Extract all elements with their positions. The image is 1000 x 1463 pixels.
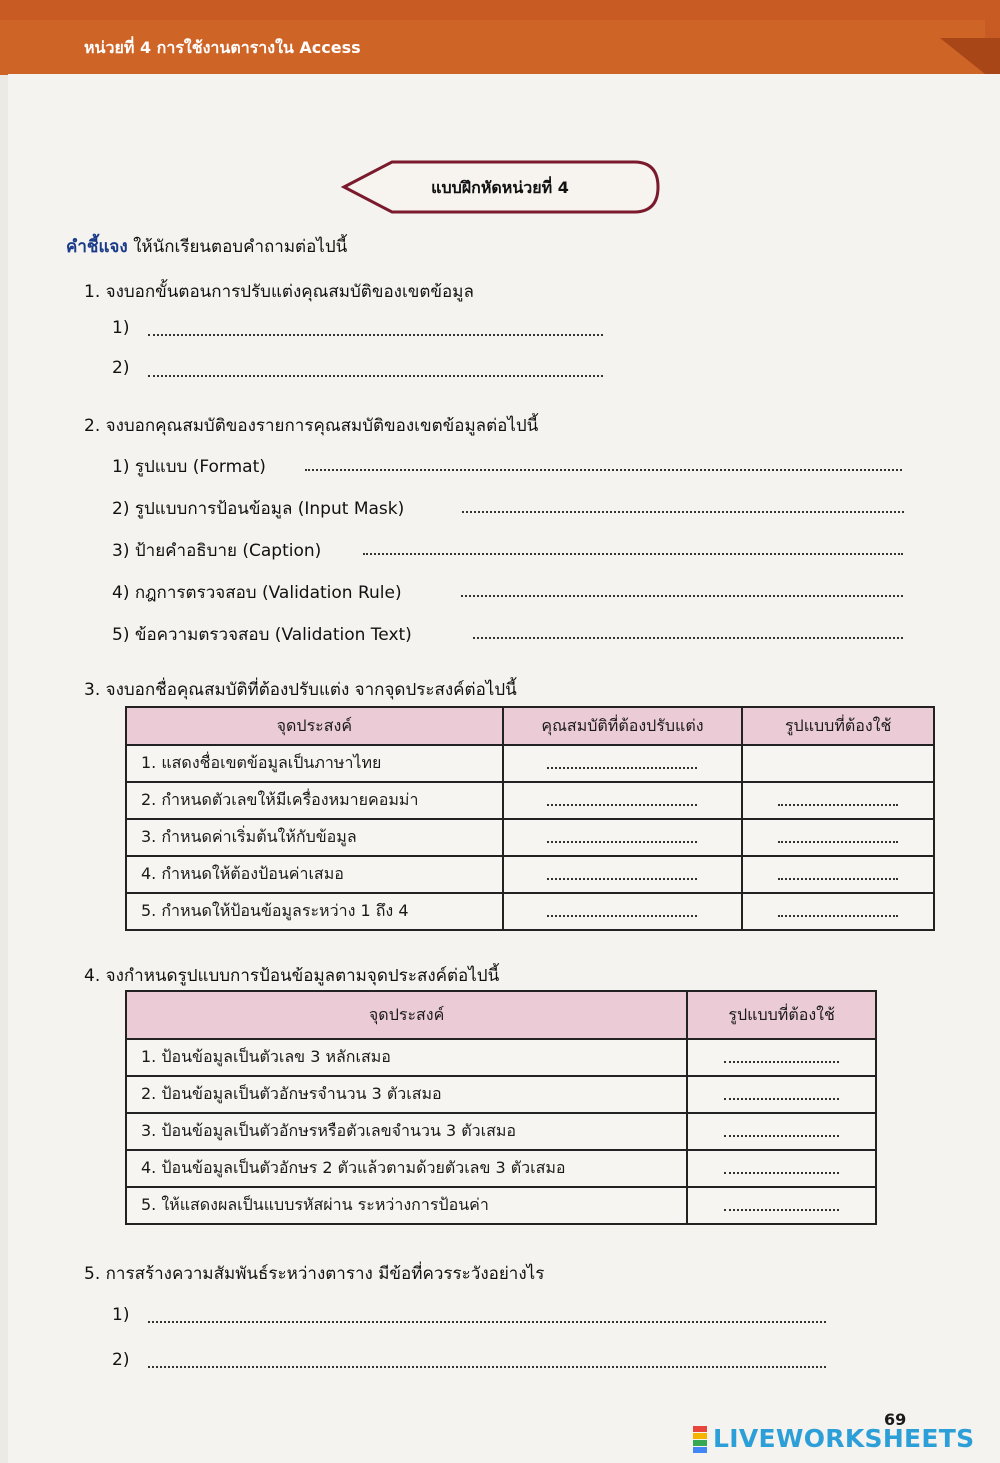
q3-property-answer[interactable] [503, 893, 743, 930]
q2-answer-line-3[interactable] [363, 553, 903, 555]
q4-row-purpose: 2. ป้อนข้อมูลเป็นตัวอักษรจำนวน 3 ตัวเสมอ [126, 1076, 687, 1113]
q3-property-answer[interactable] [503, 856, 743, 893]
q2-item-5: 5) ข้อความตรวจสอบ (Validation Text) [112, 625, 412, 645]
question-2: 2. จงบอกคุณสมบัติของรายการคุณสมบัติของเขตข้อมูลต่อไปนี้ [84, 416, 539, 436]
q4-table [125, 990, 877, 1225]
q3-header-format: รูปแบบที่ต้องใช้ [742, 707, 934, 745]
q4-row-purpose: 1. ป้อนข้อมูลเป็นตัวเลข 3 หลักเสมอ [126, 1039, 687, 1076]
q4-row-purpose: 4. ป้อนข้อมูลเป็นตัวอักษร 2 ตัวแล้วตามด้วยตัวเลข 3 ตัวเสมอ [126, 1150, 687, 1187]
q3-header-property: คุณสมบัติที่ต้องปรับแต่ง [503, 707, 743, 745]
question-4: 4. จงกำหนดรูปแบบการป้อนข้อมูลตามจุดประสงค์ต่อไปนี้ [84, 966, 500, 986]
q1-item-2: 2) [112, 358, 130, 378]
q3-property-answer[interactable] [503, 819, 743, 856]
table-row [126, 1113, 876, 1150]
q4-format-answer[interactable] [687, 1150, 876, 1187]
table-row [126, 1150, 876, 1187]
q3-format-answer[interactable] [742, 856, 934, 893]
q5-answer-line-2[interactable] [148, 1366, 826, 1368]
q2-answer-line-1[interactable] [305, 469, 902, 471]
page-number: 69 [884, 1410, 907, 1429]
q3-format-answer[interactable] [742, 819, 934, 856]
q4-row-purpose: 3. ป้อนข้อมูลเป็นตัวอักษรหรือตัวเลขจำนวน 3 ตัวเสมอ [126, 1113, 687, 1150]
q3-row-purpose: 5. กำหนดให้ป้อนข้อมูลระหว่าง 1 ถึง 4 [126, 893, 503, 930]
q3-table-header [126, 707, 934, 745]
q3-property-answer[interactable] [503, 782, 743, 819]
banner-title: แบบฝึกหัดหน่วยที่ 4 [431, 178, 569, 197]
q4-header-format: รูปแบบที่ต้องใช้ [687, 991, 876, 1039]
q3-property-answer[interactable] [503, 745, 743, 782]
table-row [126, 782, 934, 819]
q3-table [125, 706, 935, 931]
q3-format-answer[interactable] [742, 782, 934, 819]
q2-item-3: 3) ป้ายคำอธิบาย (Caption) [112, 541, 322, 561]
directive [66, 233, 347, 260]
q2-item-1: 1) รูปแบบ (Format) [112, 457, 266, 477]
unit-title: หน่วยที่ 4 การใช้งานตารางใน Access [84, 38, 361, 57]
question-3: 3. จงบอกชื่อคุณสมบัติที่ต้องปรับแต่ง จากจุดประสงค์ต่อไปนี้ [84, 680, 517, 700]
q2-answer-line-4[interactable] [461, 595, 903, 597]
table-row [126, 1039, 876, 1076]
q4-row-purpose: 5. ให้แสดงผลเป็นแบบรหัสผ่าน ระหว่างการป้อนค่า [126, 1187, 687, 1224]
q4-header-purpose: จุดประสงค์ [126, 991, 687, 1039]
liveworksheets-wordmark: LIVEWORKSHEETS [713, 1424, 975, 1453]
q4-format-answer[interactable] [687, 1113, 876, 1150]
q2-item-4: 4) กฎการตรวจสอบ (Validation Rule) [112, 583, 402, 603]
q2-item-2: 2) รูปแบบการป้อนข้อมูล (Input Mask) [112, 499, 405, 519]
q2-answer-line-5[interactable] [473, 637, 903, 639]
table-row [126, 1076, 876, 1113]
directive-text: ให้นักเรียนตอบคำถามต่อไปนี้ [133, 237, 348, 257]
table-row [126, 893, 934, 930]
q4-table-header [126, 991, 876, 1039]
q1-item-1: 1) [112, 318, 130, 338]
q5-item-1: 1) [112, 1305, 130, 1325]
q3-format-answer[interactable] [742, 893, 934, 930]
q3-row-purpose: 2. กำหนดตัวเลขให้มีเครื่องหมายคอมม่า [126, 782, 503, 819]
question-5: 5. การสร้างความสัมพันธ์ระหว่างตาราง มีข้อที่ควรระวังอย่างไร [84, 1264, 545, 1284]
q2-answer-line-2[interactable] [462, 511, 904, 513]
table-row [126, 856, 934, 893]
liveworksheets-icon [693, 1426, 707, 1452]
q1-answer-line-1[interactable] [148, 334, 603, 336]
q3-row-purpose: 1. แสดงชื่อเขตข้อมูลเป็นภาษาไทย [126, 745, 503, 782]
q4-format-answer[interactable] [687, 1187, 876, 1224]
q3-format-answer[interactable] [742, 745, 934, 782]
q4-format-answer[interactable] [687, 1076, 876, 1113]
q4-format-answer[interactable] [687, 1039, 876, 1076]
table-row [126, 1187, 876, 1224]
q3-row-purpose: 4. กำหนดให้ต้องป้อนค่าเสมอ [126, 856, 503, 893]
table-row [126, 745, 934, 782]
question-1: 1. จงบอกขั้นตอนการปรับแต่งคุณสมบัติของเขตข้อมูล [84, 282, 474, 302]
q5-answer-line-1[interactable] [148, 1321, 826, 1323]
table-row [126, 819, 934, 856]
q3-header-purpose: จุดประสงค์ [126, 707, 503, 745]
directive-label: คำชี้แจง [66, 237, 128, 257]
q1-answer-line-2[interactable] [148, 375, 603, 377]
exercise-banner [340, 160, 660, 214]
q5-item-2: 2) [112, 1350, 130, 1370]
q3-row-purpose: 3. กำหนดค่าเริ่มต้นให้กับข้อมูล [126, 819, 503, 856]
